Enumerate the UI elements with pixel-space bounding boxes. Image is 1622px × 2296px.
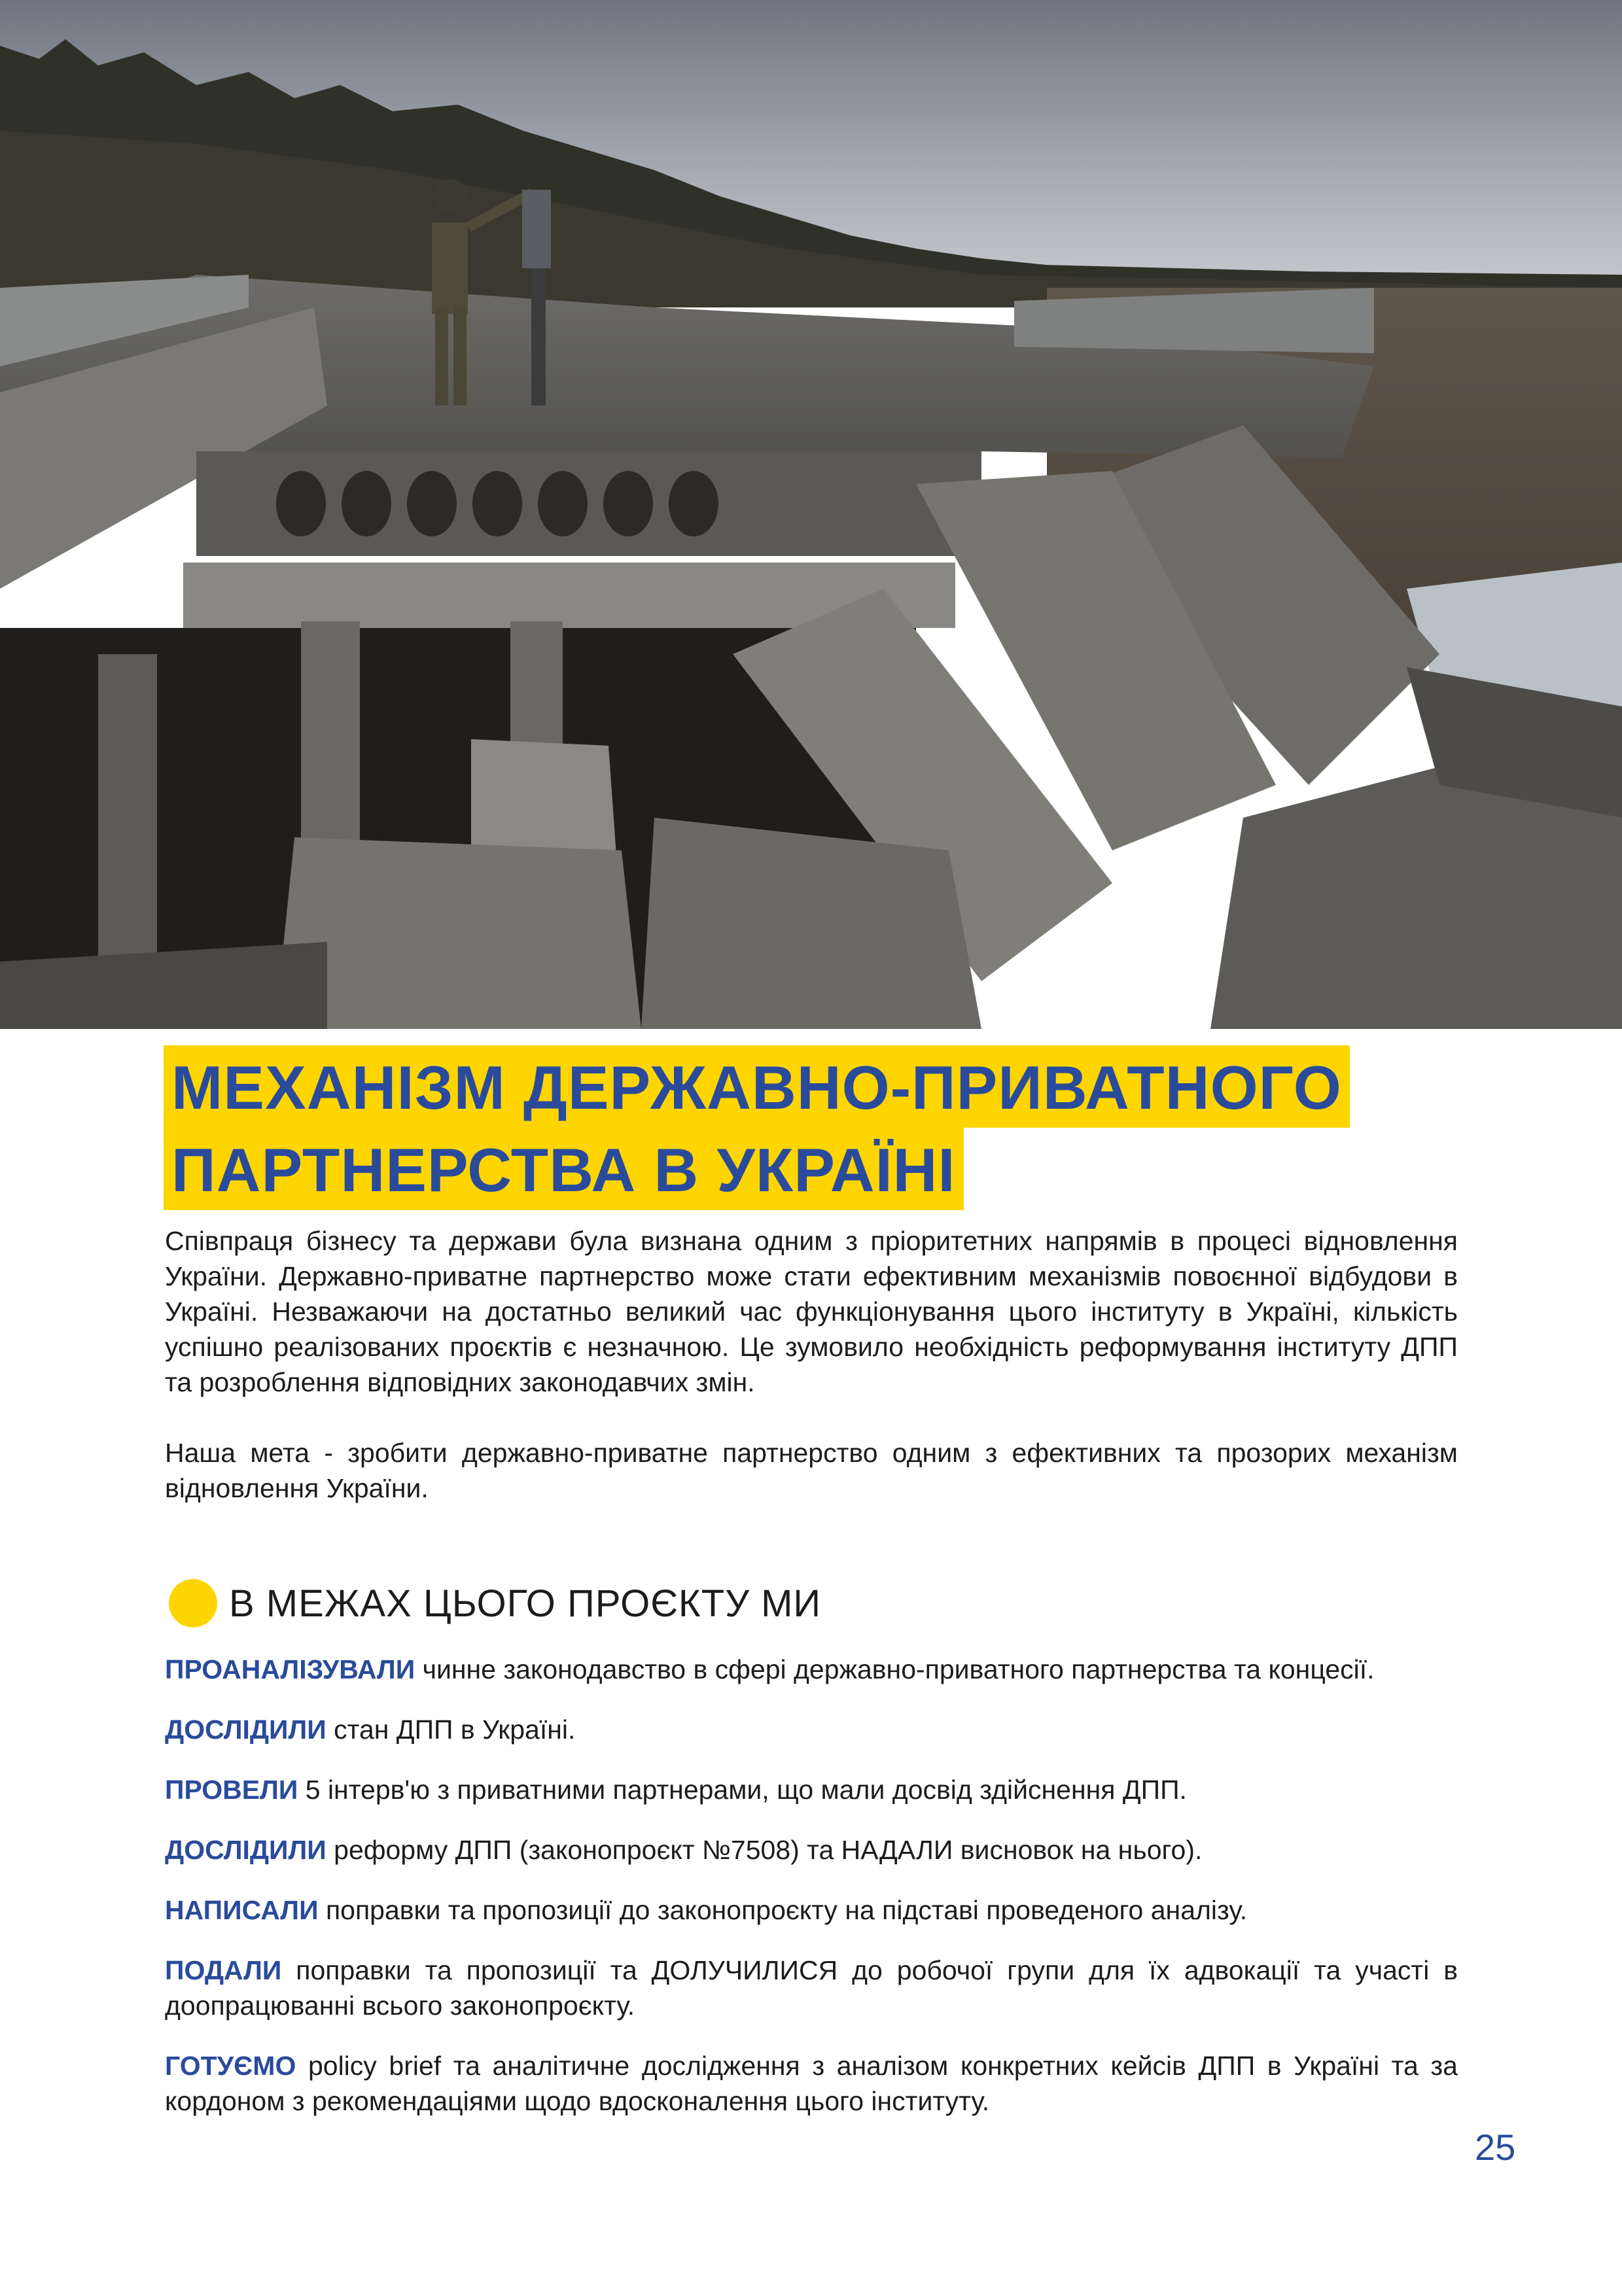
action-verb: ДОСЛІДИЛИ xyxy=(165,1835,326,1865)
intro-paragraph: Співпраця бізнесу та держави була визнана одним з пріоритетних напрямів в процесі відновлення України. Державно-приватне партнерство може стати ефективним механізмів повоєнної відбудови в Україні. Незважаючи на достатньо великий час функціонування цього інституту в Україні, кількість успішно реалізованих проєктів є незначною. Це зумовило необхідність реформування інституту ДПП та розроблення відповідних законодавчих змін. xyxy=(165,1226,1458,1397)
list-item xyxy=(165,1953,1458,2023)
actions-list xyxy=(165,1652,1458,2144)
action-text: стан ДПП в Україні. xyxy=(326,1714,576,1745)
action-text: policy brief та аналітичне дослідження з аналізом конкретних кейсів ДПП в Україні та за кордоном з рекомендаціями щодо вдосконалення цього інституту. xyxy=(165,2051,1458,2116)
list-item xyxy=(165,1712,1458,1747)
action-verb: ПОДАЛИ xyxy=(165,1955,282,1985)
goal-paragraph: Наша мета - зробити державно-приватне партнерство одним з ефективних та прозорих механізм відновлення України. xyxy=(165,1438,1458,1503)
action-verb: ПРОАНАЛІЗУВАЛИ xyxy=(165,1654,415,1684)
list-item xyxy=(165,1832,1458,1868)
list-item xyxy=(165,1652,1458,1687)
intro-text xyxy=(165,1223,1458,1506)
title-line-1: МЕХАНІЗМ ДЕРЖАВНО-ПРИВАТНОГО xyxy=(164,1045,1350,1128)
page-title xyxy=(164,1045,1538,1210)
list-item xyxy=(165,2048,1458,2119)
section-heading-text: В МЕЖАХ ЦЬОГО ПРОЄКТУ МИ xyxy=(229,1582,822,1625)
list-item xyxy=(165,1772,1458,1807)
list-item xyxy=(165,1892,1458,1928)
page-number: 25 xyxy=(1475,2127,1516,2168)
action-verb: ДОСЛІДИЛИ xyxy=(165,1714,326,1745)
action-text: 5 інтерв'ю з приватними партнерами, що мали досвід здійснення ДПП. xyxy=(298,1775,1187,1805)
yellow-dot-icon xyxy=(169,1579,217,1627)
action-verb: ГОТУЄМО xyxy=(165,2051,296,2081)
action-verb: НАПИСАЛИ xyxy=(165,1895,319,1925)
title-line-2: ПАРТНЕРСТВА В УКРАЇНІ xyxy=(164,1128,964,1210)
action-verb: ПРОВЕЛИ xyxy=(165,1775,298,1805)
section-heading xyxy=(169,1579,821,1627)
action-text: поправки та пропозиції до законопроєкту на підставі проведеного аналізу. xyxy=(318,1895,1248,1925)
destroyed-bridge-photo xyxy=(0,0,1622,1029)
action-text: поправки та пропозиції та ДОЛУЧИЛИСЯ до робочої групи для їх адвокації та участі в доопрацюванні всього законопроєкту. xyxy=(165,1955,1458,2021)
action-text: реформу ДПП (законопроєкт №7508) та НАДАЛИ висновок на нього). xyxy=(326,1835,1203,1865)
action-text: чинне законодавство в сфері державно-приватного партнерства та концесії. xyxy=(415,1654,1375,1684)
